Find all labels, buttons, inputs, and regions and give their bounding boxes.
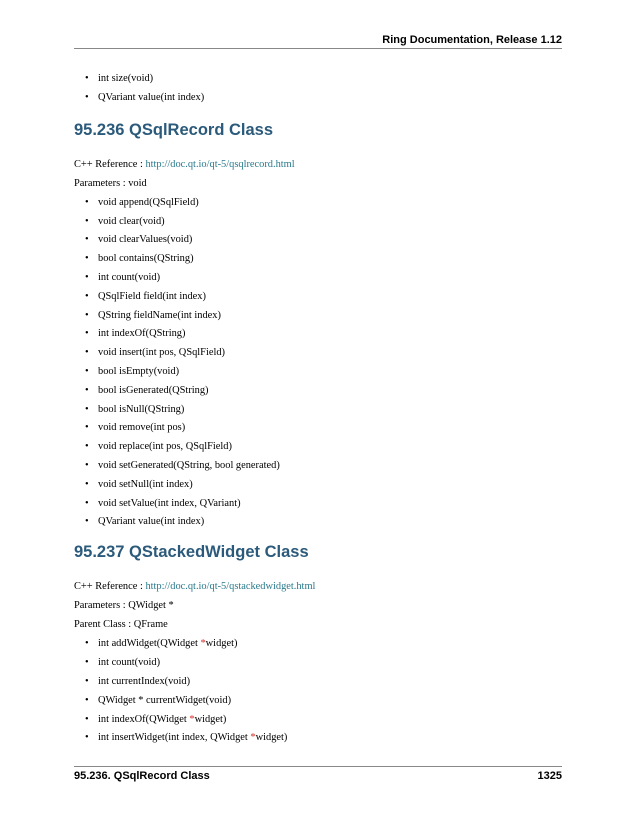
pointer-star: *	[200, 638, 206, 650]
running-header: Ring Documentation, Release 1.12	[382, 34, 562, 46]
list-item: • void remove(int pos)	[74, 422, 562, 434]
list-item: • QString fieldName(int index)	[74, 310, 562, 322]
cpp-reference	[74, 581, 562, 593]
list-item: • QVariant value(int index)	[74, 92, 562, 104]
list-item: • int count(void)	[74, 657, 562, 669]
cpp-reference-label: C++ Reference :	[74, 158, 146, 170]
list-item: • bool isGenerated(QString)	[74, 385, 562, 397]
list-item: • int size(void)	[74, 73, 562, 85]
list-item: • bool isEmpty(void)	[74, 366, 562, 378]
list-item: • QVariant value(int index)	[74, 516, 562, 528]
qstackedwidget-method-list	[74, 638, 562, 744]
pointer-star: *	[189, 713, 195, 725]
parameters: Parameters : QWidget *	[74, 600, 174, 612]
running-footer	[74, 770, 562, 784]
section-heading-qstackedwidget: 95.237 QStackedWidget Class	[74, 543, 309, 562]
list-item: • bool contains(QString)	[74, 253, 562, 265]
footer-section-title: 95.236. QSqlRecord Class	[74, 770, 210, 782]
list-item: • void setNull(int index)	[74, 479, 562, 491]
qsqlrecord-method-list	[74, 197, 562, 529]
header-divider	[74, 48, 562, 49]
list-item: • int count(void)	[74, 272, 562, 284]
list-item: • QWidget * currentWidget(void)	[74, 695, 562, 707]
list-item: • void append(QSqlField)	[74, 197, 562, 209]
list-item: • void replace(int pos, QSqlField)	[74, 441, 562, 453]
footer-divider	[74, 766, 562, 767]
list-item: • int currentIndex(void)	[74, 676, 562, 688]
parent-class: Parent Class : QFrame	[74, 619, 168, 631]
page-content	[74, 73, 562, 751]
list-item: • void setGenerated(QString, bool generated)	[74, 460, 562, 472]
list-item: • bool isNull(QString)	[74, 404, 562, 416]
cpp-reference	[74, 159, 562, 171]
cpp-reference-link[interactable]: http://doc.qt.io/qt-5/qstackedwidget.html	[145, 581, 316, 593]
section-heading-qsqlrecord: 95.236 QSqlRecord Class	[74, 120, 274, 139]
parameters: Parameters : void	[74, 177, 147, 189]
list-item: • void clear(void)	[74, 216, 562, 228]
list-item: • int indexOf(QString)	[74, 328, 562, 340]
list-item: • QSqlField field(int index)	[74, 291, 562, 303]
list-item: • void setValue(int index, QVariant)	[74, 498, 562, 510]
top-method-list	[74, 73, 562, 104]
list-item: • void clearValues(void)	[74, 234, 562, 246]
list-item: • int indexOf(QWidget *widget)	[74, 714, 562, 726]
list-item: • int addWidget(QWidget *widget)	[74, 638, 562, 650]
pointer-star: *	[250, 732, 256, 744]
page-number: 1325	[537, 770, 562, 782]
cpp-reference-link[interactable]: http://doc.qt.io/qt-5/qsqlrecord.html	[145, 158, 295, 170]
list-item: • int insertWidget(int index, QWidget *widget)	[74, 732, 562, 744]
list-item: • void insert(int pos, QSqlField)	[74, 347, 562, 359]
cpp-reference-label: C++ Reference :	[74, 581, 146, 593]
